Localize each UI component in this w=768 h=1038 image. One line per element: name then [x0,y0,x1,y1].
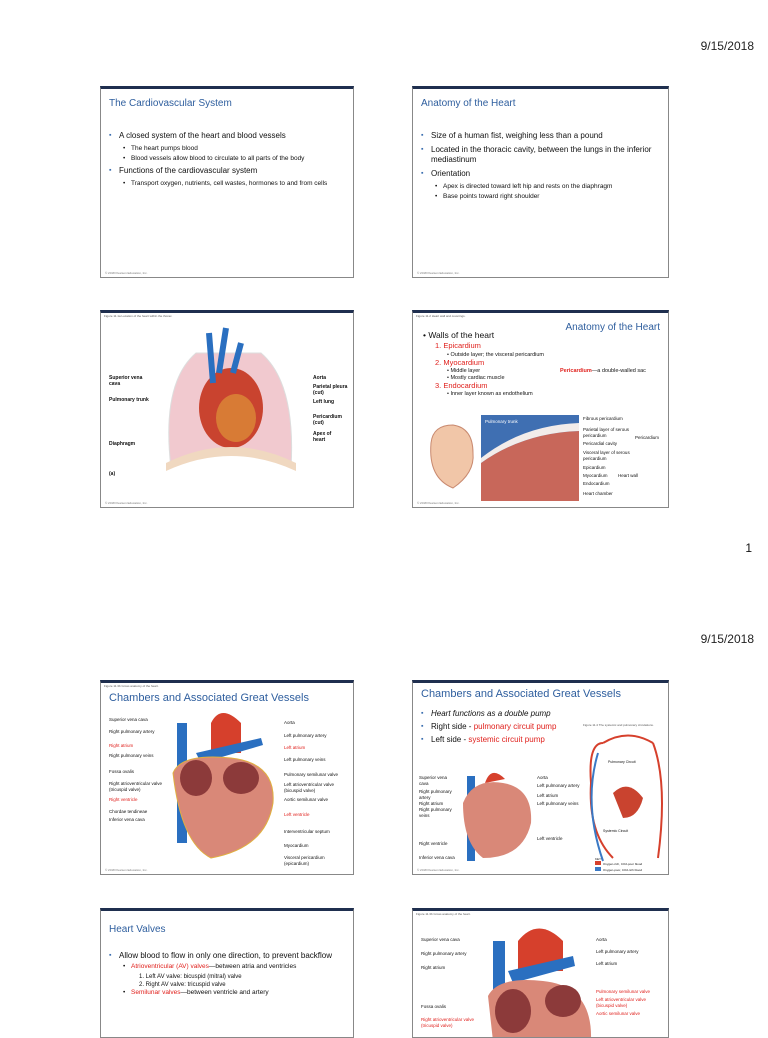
anatomy-label: Right pulmonary artery [421,951,467,956]
anatomy-label: Right atrioventricular valve (tricuspid valve) [421,1017,475,1028]
anatomy-label: Right atrium [109,743,134,748]
anatomy-label: Aorta [596,937,607,942]
term-endocardium: Endocardium [443,380,488,390]
slide-double-pump [412,680,669,875]
slide-title: Anatomy of the Heart [421,98,516,109]
label: Superior vena cava [109,375,143,387]
copyright: © 2018 Pearson Education, Inc. [417,271,460,275]
slide-title: Heart Valves [109,924,166,935]
label: Heart wall [618,473,639,478]
numbered-item: 2. Right AV valve: tricuspid valve [139,982,226,988]
label: Aorta [313,375,327,381]
bullet: ▪ Orientation [421,169,660,179]
label: Left lung [313,399,335,405]
anatomy-label: Superior vena cava [421,937,460,942]
document-page-2 [0,600,768,1028]
anatomy-label: Aorta [284,720,295,725]
anatomy-label: Fossa ovalis [109,769,135,774]
anatomy-label: Left ventricle [284,812,310,817]
sub-bullet: • Base points toward right shoulder [421,193,660,201]
label: Myocardium [583,473,608,478]
page-number: 1 [745,541,752,555]
label: Pericardium (cut) [313,414,342,426]
figure-caption: Figure 11.3b Gross anatomy of the heart. [104,684,159,688]
text: Middle layer [450,367,481,374]
slide-anatomy-of-heart [412,86,669,278]
slide-heart-valves [100,908,354,1038]
text: —between atria and ventricles [208,963,297,970]
label: Diaphragm [109,441,136,447]
slide-heart-location-figure [100,310,354,508]
sub-bullet: • Middle layer [447,367,481,374]
slide-title: Chambers and Associated Great Vessels [421,688,621,700]
anatomy-label: Left atrium [284,745,306,750]
anatomy-label: Right ventricle [109,797,138,802]
anatomy-label: Superior vena cava [109,717,148,722]
anatomy-label: Right ventricle [419,841,448,846]
list-number: 2. [435,358,442,367]
text: —a double-walled sac [591,368,646,374]
anatomy-label: Right pulmonary veins [109,753,154,758]
label: Epicardium [583,465,606,470]
label: Oxygen-rich, CO2-poor blood [603,862,643,866]
anatomy-label: Chordae tendineae [109,809,148,814]
label: Parietal pleura (cut) [313,384,348,396]
sub-bullet: • Apex is directed toward left hip and rests on the diaphragm [421,183,660,191]
text: —between ventricle and artery [180,989,269,996]
copyright: © 2018 Pearson Education, Inc. [105,501,148,505]
anatomy-label: Left atrioventricular valve (bicuspid valve) [284,782,335,793]
label: Pulmonary trunk [485,419,518,424]
bullet: ▪ Located in the thoracic cavity, between the lungs in the inferior mediastinum [421,145,660,165]
anatomy-label: Left ventricle [537,836,563,841]
slide-heart-walls [412,310,669,508]
anatomy-label: Right pulmonary artery [419,789,452,800]
walls-heading: • Walls of the heart [423,330,495,340]
anatomy-label: Right pulmonary veins [419,807,452,818]
slide-title: Anatomy of the Heart [565,322,660,333]
label: Oxygen-poor, CO2-rich blood [603,868,643,872]
sub-bullet [109,963,345,971]
anatomy-label: Right atrioventricular valve (tricuspid valve) [109,781,163,792]
anatomy-label: Left pulmonary veins [537,801,579,806]
bullet: ▪ A closed system of the heart and blood vessels [109,131,345,141]
anatomy-label: Pulmonary semilunar valve [596,989,651,994]
text: Mostly cardiac muscle [450,374,505,381]
anatomy-label: Aortic semilunar valve [284,797,329,802]
sub-bullet: • Mostly cardiac muscle [447,374,505,381]
anatomy-label: Fossa ovalis [421,1004,447,1009]
label: KEY: [595,857,602,861]
label: (a) [109,471,116,477]
anatomy-label: Right pulmonary artery [109,729,155,734]
list-number: 3. [435,380,442,390]
anatomy-label: Left pulmonary artery [596,949,639,954]
anatomy-label: Visceral pericardium (epicardium) [284,855,325,866]
label: Heart chamber [583,491,613,496]
slide-heart-anatomy-valves-figure [412,908,669,1038]
label: Parietal layer of serous pericardium [583,427,630,438]
label: Visceral layer of serous pericardium [583,450,630,461]
page-date: 9/15/2018 [700,632,754,646]
anatomy-label: Right atrium [419,801,444,806]
copyright: © 2018 Pearson Education, Inc. [417,868,460,872]
bullet: ▪ Size of a human fist, weighing less than a pound [421,131,660,141]
label: Pericardium [635,435,660,440]
sub-bullet: • Outside layer; the visceral pericardium [447,351,545,358]
text: systemic circuit pump [468,735,545,744]
anatomy-label: Left atrioventricular valve (bicuspid valve) [596,997,647,1008]
label: Endocardium [583,481,610,486]
anatomy-label: Pulmonary semilunar valve [284,772,339,777]
anatomy-label: Left pulmonary veins [284,757,326,762]
text: Outside layer; the visceral pericardium [450,351,545,358]
sub-bullet: • Inner layer known as endothelium [447,391,533,397]
term-myocardium: Myocardium [443,358,485,367]
figure-caption: Figure 11.4 The systemic and pulmonary circulations. [583,723,654,727]
anatomy-label: Superior vena cava [419,775,448,786]
text: Right side - [431,722,474,731]
anatomy-label: Myocardium [284,843,309,848]
anatomy-label: Aorta [537,775,548,780]
bullet: ▪ Allow blood to flow in only one direction, to prevent backflow [109,951,345,961]
bullet: ▪ Functions of the cardiovascular system [109,166,345,176]
term-pericardium: Pericardium [560,368,592,374]
slide-title: Chambers and Associated Great Vessels [109,692,309,704]
page-date: 9/15/2018 [700,39,754,53]
slide-title: The Cardiovascular System [109,98,232,109]
slide-chambers-vessels-figure [100,680,354,875]
term: Atrioventricular (AV) valves [131,963,209,970]
copyright: © 2018 Pearson Education, Inc. [417,501,460,505]
figure-caption: Figure 11.1a Location of the heart within the thorax. [104,314,173,318]
sub-bullet [109,989,345,997]
anatomy-label: Left pulmonary artery [284,733,327,738]
anatomy-label: Left atrium [596,961,618,966]
slide-cardiovascular-system [100,86,354,278]
numbered-item: 1. Left AV valve: bicuspid (mitral) valve [139,974,242,980]
bullet: ▪ Heart functions as a double pump [421,707,556,720]
text: Left side - [431,735,469,744]
term-epicardium: Epicardium [443,341,481,350]
copyright: © 2018 Pearson Education, Inc. [105,271,148,275]
label: Systemic Circuit [603,829,629,833]
term: Semilunar valves [131,989,181,996]
anatomy-label: Inferior vena cava [419,855,455,860]
list-number: 1. [435,341,442,350]
anatomy-label: Left pulmonary artery [537,783,580,788]
anatomy-label: Interventricular septum [284,829,330,834]
thorax-illustration [101,313,354,508]
label: Pulmonary Circuit [608,760,636,764]
label: Apex of heart [313,431,332,443]
label: Pericardial cavity [583,441,618,446]
anatomy-label: Left atrium [537,793,559,798]
figure-caption: Figure 11.3b Gross anatomy of the heart. [416,912,471,916]
text: Inner layer known as endothelium [450,391,533,397]
sub-bullet: • Blood vessels allow blood to circulate to all parts of the body [109,155,345,163]
walls-text: Walls of the heart [428,330,495,340]
anatomy-label: Right atrium [421,965,446,970]
label: Fibrous pericardium [583,416,623,421]
label: Pulmonary trunk [109,397,149,403]
sub-bullet: • The heart pumps blood [109,145,345,153]
copyright: © 2018 Pearson Education, Inc. [105,868,148,872]
anatomy-label: Inferior vena cava [109,817,145,822]
text: pulmonary circuit pump [473,722,557,731]
sub-bullet: • Transport oxygen, nutrients, cell wastes, hormones to and from cells [109,180,345,188]
figure-caption: Figure 11.2 Heart wall and coverings. [416,314,466,318]
anatomy-label: Aortic semilunar valve [596,1011,641,1016]
